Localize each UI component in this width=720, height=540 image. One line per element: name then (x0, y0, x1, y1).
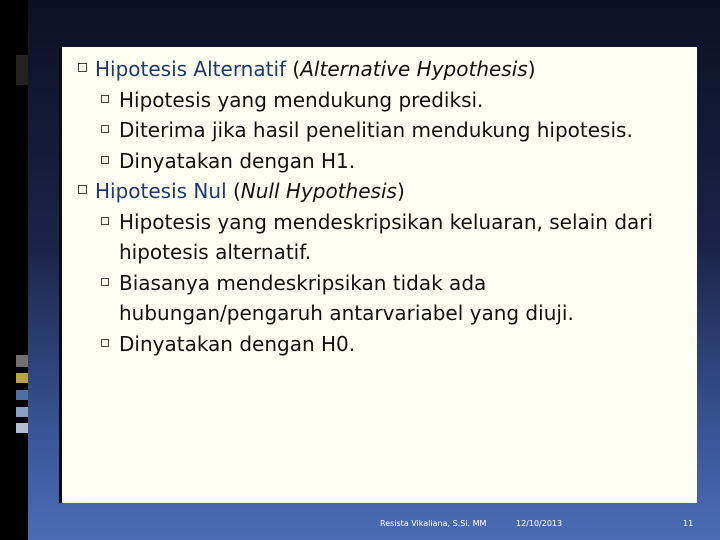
paren-close: ) (527, 57, 536, 81)
hollow-square-bullet-icon (101, 125, 109, 133)
square-bullet-icon (78, 185, 87, 194)
decor-bar-pale (16, 423, 28, 433)
sub-bullet-item (78, 115, 690, 146)
decor-bar-gray (16, 355, 28, 367)
sub-bullet-item (78, 85, 690, 116)
footer-author: Resista Vikaliana, S.Si. MM (380, 519, 487, 528)
heading-text: Hipotesis Alternatif (95, 57, 293, 81)
heading-italic: Null Hypothesis (240, 179, 397, 203)
bullet-list (78, 54, 690, 359)
footer-date: 12/10/2013 (516, 519, 563, 528)
hollow-square-bullet-icon (101, 278, 109, 286)
bullet-item-alternative (78, 54, 690, 85)
heading-text: Hipotesis Nul (95, 179, 233, 203)
decor-bar-lightblue (16, 407, 28, 417)
sub-bullet-text: Dinyatakan dengan H0. (119, 331, 356, 356)
sub-bullet-text: Biasanya mendeskripsikan tidak ada hubungan/pengaruh antarvariabel yang diuji. (119, 270, 574, 325)
footer-page-number: 11 (683, 519, 694, 528)
decor-bar-blue (16, 390, 28, 400)
decor-bar-top (16, 55, 28, 85)
hollow-square-bullet-icon (101, 95, 109, 103)
sub-bullet-item (78, 207, 690, 268)
square-bullet-icon (78, 63, 87, 72)
heading-italic: Alternative Hypothesis (300, 57, 528, 81)
sub-bullet-item (78, 268, 690, 329)
hollow-square-bullet-icon (101, 156, 109, 164)
paren-close: ) (396, 179, 405, 203)
bullet-item-null (78, 176, 690, 207)
sub-bullet-text: Dinyatakan dengan H1. (119, 148, 356, 173)
hollow-square-bullet-icon (101, 339, 109, 347)
sub-bullet-text: Diterima jika hasil penelitian mendukung hipotesis. (119, 118, 633, 142)
sub-bullet-item (78, 329, 690, 360)
sub-bullet-text: Hipotesis yang mendeskripsikan keluaran, selain dari hipotesis alternatif. (119, 209, 654, 264)
paren-open: ( (292, 57, 301, 81)
sub-bullet-text: Hipotesis yang mendukung prediksi. (119, 87, 484, 112)
hollow-square-bullet-icon (101, 217, 109, 225)
decor-bar-gold (16, 373, 28, 383)
paren-open: ( (232, 179, 241, 203)
sub-bullet-item (78, 146, 690, 177)
